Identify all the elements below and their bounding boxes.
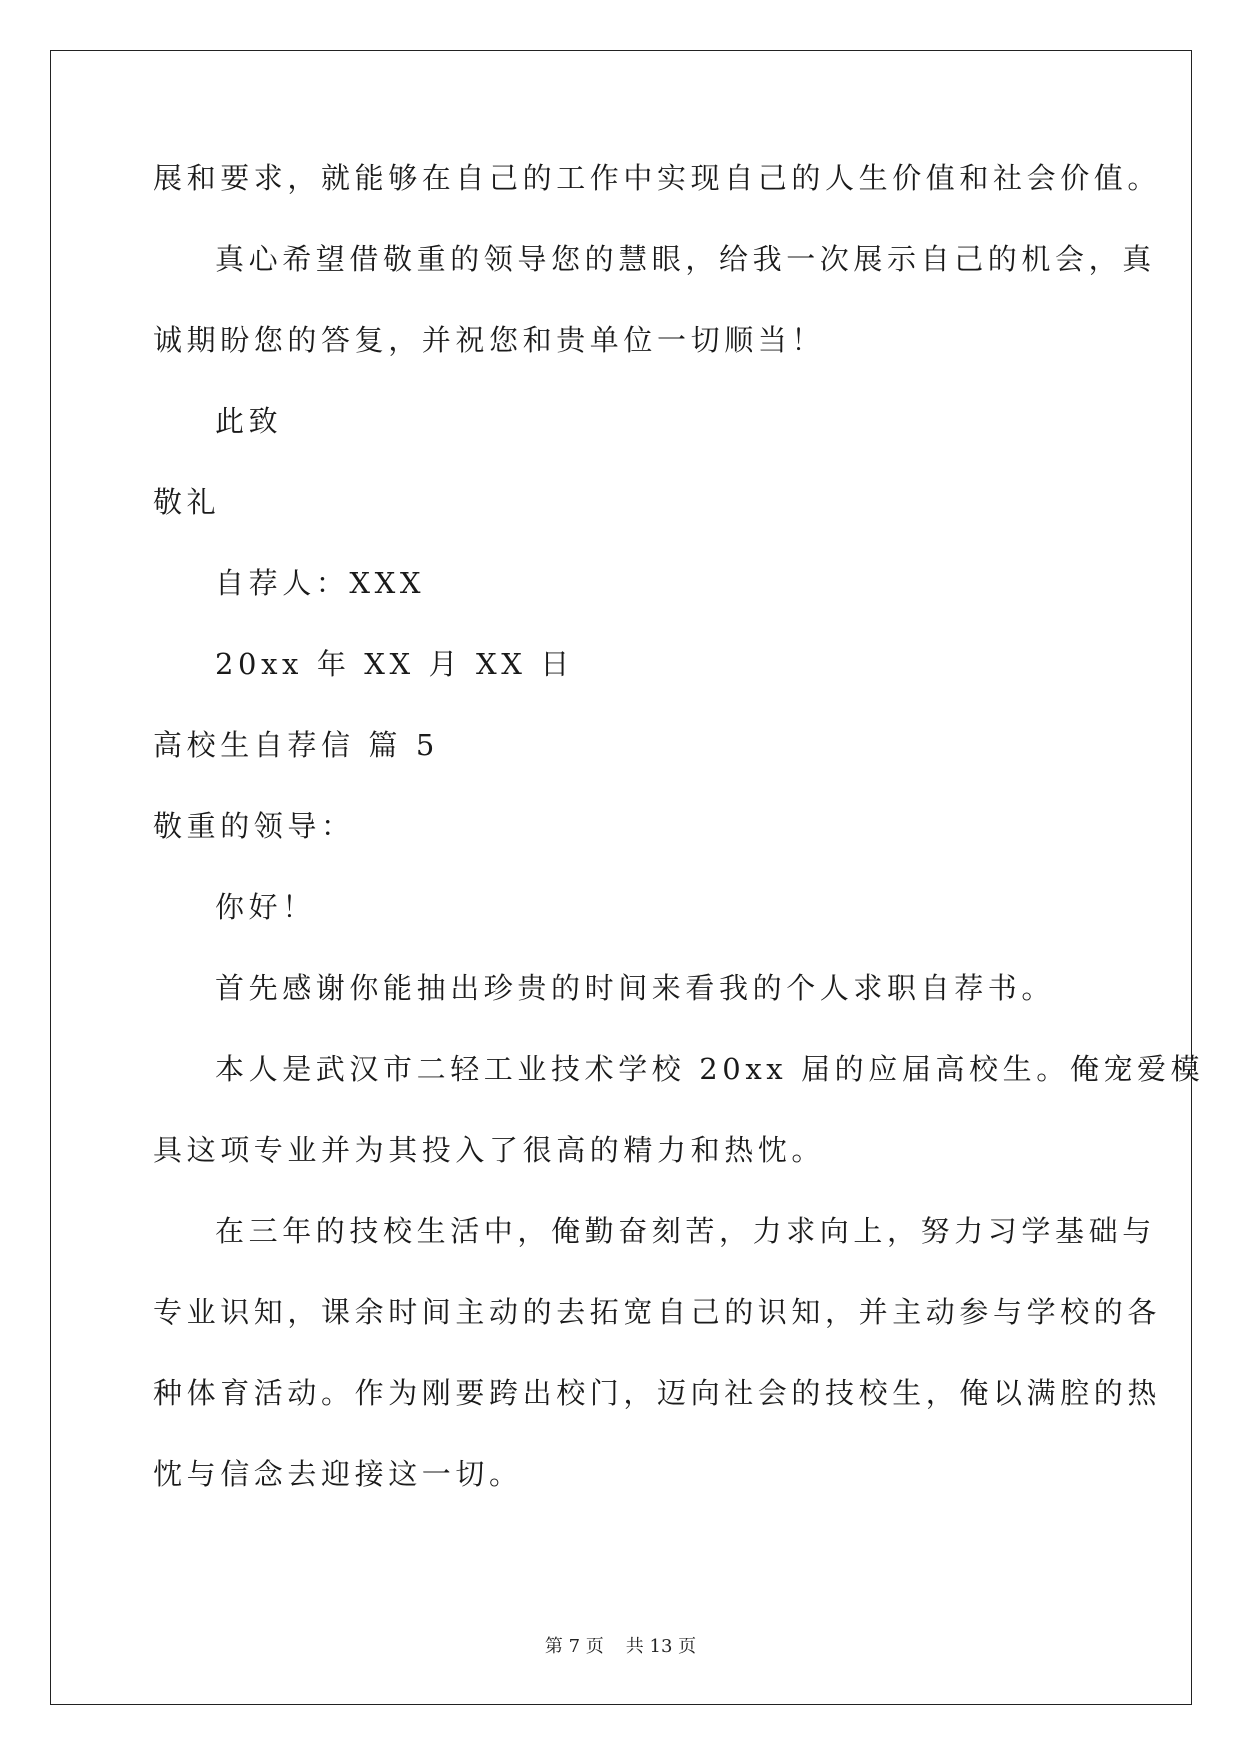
letter-hello: 你好！ [215, 890, 316, 924]
page-footer [0, 1632, 1241, 1658]
paragraph-line: 种体育活动。作为刚要跨出校门，迈向社会的技校生，俺以满腔的热 [153, 1376, 1162, 1410]
closing-regards: 敬礼 [153, 485, 221, 519]
paragraph-line: 具这项专业并为其投入了很高的精力和热忱。 [153, 1133, 826, 1167]
section-heading: 高校生自荐信 篇 5 [153, 728, 439, 762]
letter-greeting: 敬重的领导： [153, 809, 355, 843]
paragraph-line: 首先感谢你能抽出珍贵的时间来看我的个人求职自荐书。 [215, 971, 1056, 1005]
signature-name: 自荐人：XXX [215, 566, 426, 600]
page-number: 第 7 页 [544, 1636, 604, 1657]
signature-date: 20xx 年 XX 月 XX 日 [215, 647, 574, 681]
paragraph-line: 忱与信念去迎接这一切。 [153, 1457, 523, 1491]
paragraph-line: 专业识知，课余时间主动的去拓宽自己的识知，并主动参与学校的各 [153, 1295, 1162, 1329]
page-total: 共 13 页 [625, 1636, 697, 1657]
paragraph-line: 在三年的技校生活中，俺勤奋刻苦，力求向上，努力习学基础与 [215, 1214, 1156, 1248]
paragraph-line: 本人是武汉市二轻工业技术学校 20xx 届的应届高校生。俺宠爱模 [215, 1052, 1205, 1086]
closing-salutation: 此致 [215, 404, 283, 438]
paragraph-line: 诚期盼您的答复，并祝您和贵单位一切顺当！ [153, 323, 826, 357]
paragraph-line: 真心希望借敬重的领导您的慧眼，给我一次展示自己的机会，真 [215, 242, 1156, 276]
paragraph-line: 展和要求，就能够在自己的工作中实现自己的人生价值和社会价值。 [153, 161, 1162, 195]
